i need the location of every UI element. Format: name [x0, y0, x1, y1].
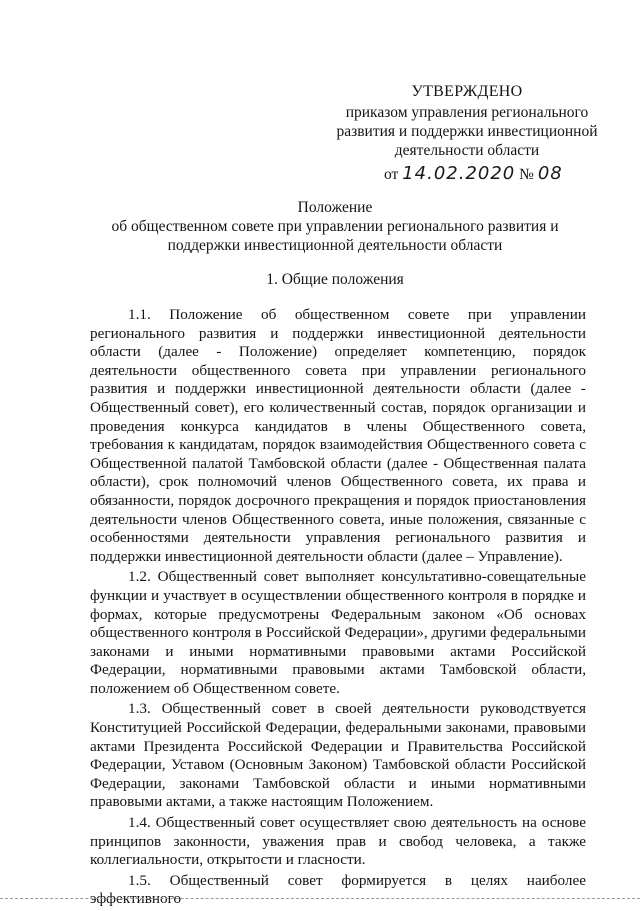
section-heading: 1. Общие положения [266, 271, 404, 288]
approval-date-line [336, 164, 598, 184]
approval-line-1: приказом управления регионального [345, 104, 589, 121]
approval-block [336, 82, 598, 184]
handwritten-date: 14.02.2020 [402, 163, 516, 184]
approval-line-3: деятельности области [394, 142, 540, 159]
paragraph-1-2: 1.2. Общественный совет выполняет консультативно-совещательные функции и участвует в осуществлении общественного контроля в порядке и формах, которые предусмотрены Федеральным законом «Об основах общественного контроля в Российской Федерации», другими федеральными законами и иными нормативными правовыми актами Российской Федерации, нормативными правовыми актами Тамбовской области, положением об Общественном совете. [90, 568, 586, 697]
date-prefix: от [384, 166, 399, 183]
title-line-1: Положение [297, 199, 373, 216]
title-line-2: об общественном совете при управлении регионального развития и [111, 218, 559, 235]
paragraph-1-1: 1.1. Положение об общественном совете при управлении регионального развития и поддержки инвестиционной деятельности области (далее - Положение) определяет компетенцию, порядок деятельности общественного совета при управлении регионального развития и поддержки инвестиционной деятельности области (далее - Общественный совет), его количественный состав, порядок организации и проведения конкурса кандидатов в члены Общественного совета, требования к кандидатам, порядок взаимодействия Общественного совета с Общественной палатой Тамбовской области (далее - Общественная палата области), срок полномочий членов Общественного совета, их права и обязанности, порядок досрочного прекращения и порядок приостановления деятельности членов Общественного совета, иные положения, связанные с особенностями деятельности управления регионального развития и поддержки инвестиционной деятельности области (далее – Управление). [90, 306, 586, 565]
paragraph-1-5: 1.5. Общественный совет формируется в целях наиболее эффективного [90, 871, 586, 908]
paragraph-1-3: 1.3. Общественный совет в своей деятельности руководствуется Конституцией Российской Федерации, федеральными законами, правовыми актами Президента Российской Федерации и Правительства Российской Федерации, Уставом (Основным Законом) Тамбовской области Российской Федерации, законами Тамбовской области и иными нормативными правовыми актами, а также настоящим Положением. [90, 700, 586, 811]
paragraph-1-4: 1.4. Общественный совет осуществляет свою деятельность на основе принципов законности, уважения прав и свобод человека, а также коллегиальности, открытости и гласности. [90, 814, 586, 869]
number-sign: № [519, 166, 534, 183]
handwritten-number: 08 [537, 163, 563, 184]
approval-heading: УТВЕРЖДЕНО [411, 83, 523, 100]
document-title [100, 198, 570, 255]
approval-line-2: развития и поддержки инвестиционной [336, 123, 598, 140]
document-body [90, 306, 586, 911]
title-line-3: поддержки инвестиционной деятельности области [167, 237, 503, 254]
scan-edge-line [0, 897, 640, 899]
